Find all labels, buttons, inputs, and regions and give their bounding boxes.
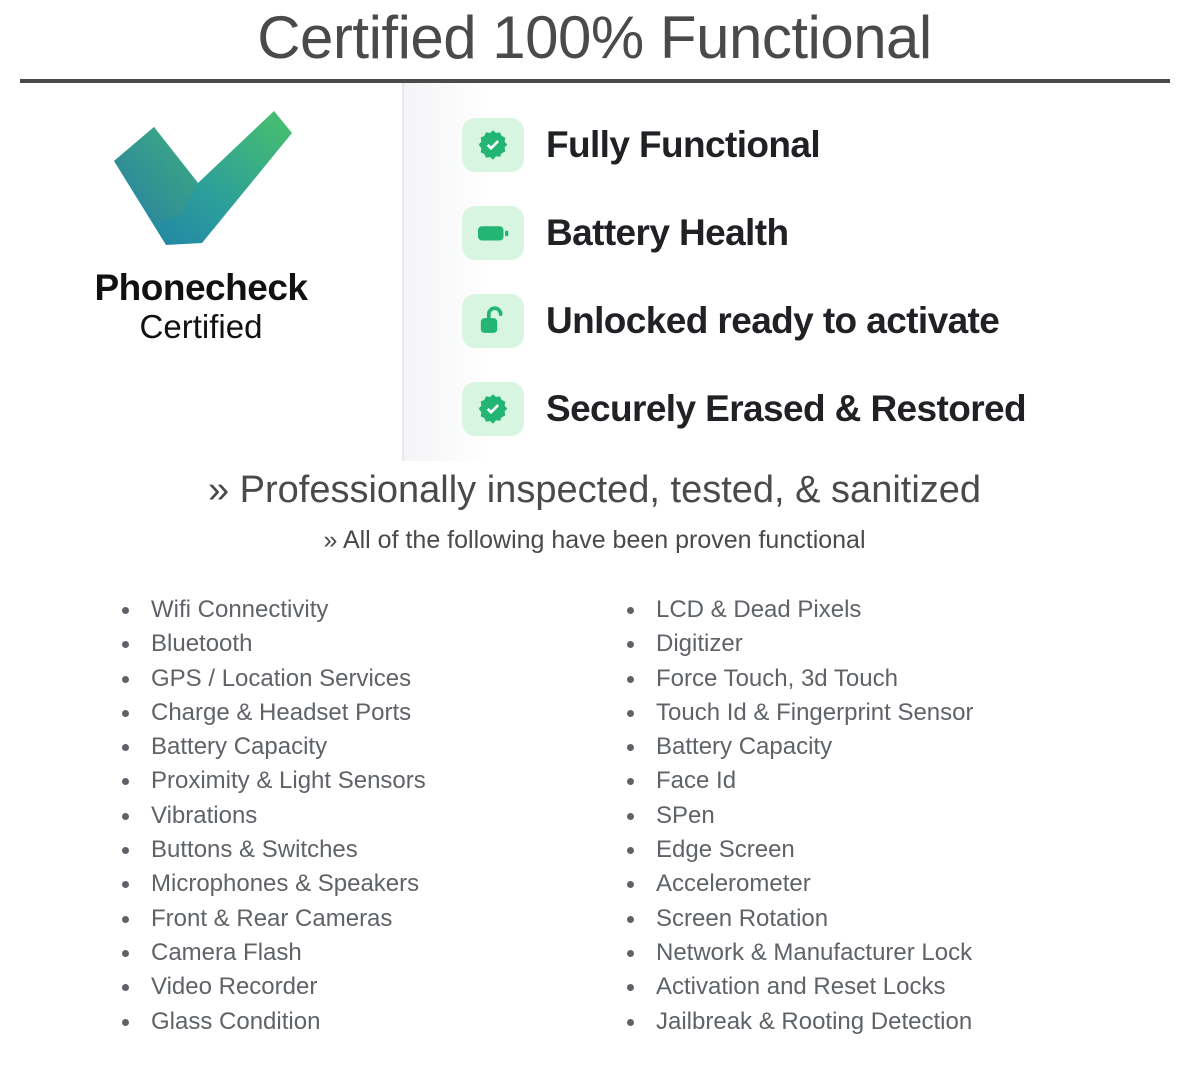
functional-checklists [0,593,1189,1039]
feature-row-unlocked [462,277,1189,365]
checklist-column-right [623,593,1128,1039]
checklist-column-left [118,593,623,1039]
list-item: Activation and Reset Locks [623,970,1128,1004]
verified-badge-icon [462,118,524,172]
list-item: Force Touch, 3d Touch [623,662,1128,696]
unlocked-padlock-icon [462,294,524,348]
list-item: Front & Rear Cameras [118,902,623,936]
list-item: Wifi Connectivity [118,593,623,627]
features-column [402,83,1189,461]
list-item: SPen [623,799,1128,833]
feature-label: Battery Health [546,212,789,253]
feature-label: Unlocked ready to activate [546,300,1000,341]
battery-icon [462,206,524,260]
list-item: Bluetooth [118,627,623,661]
certification-band [0,83,1189,461]
list-item: GPS / Location Services [118,662,623,696]
list-item: Digitizer [623,627,1128,661]
list-item: Battery Capacity [118,730,623,764]
list-item: Buttons & Switches [118,833,623,867]
list-item: Vibrations [118,799,623,833]
list-item: Microphones & Speakers [118,867,623,901]
vertical-divider [402,83,404,461]
tagline-secondary: » All of the following have been proven functional [323,526,866,554]
list-item: LCD & Dead Pixels [623,593,1128,627]
list-item: Screen Rotation [623,902,1128,936]
list-item: Camera Flash [118,936,623,970]
feature-row-securely-erased [462,365,1189,453]
list-item: Touch Id & Fingerprint Sensor [623,696,1128,730]
tagline-primary: » Professionally inspected, tested, & sanitized [207,469,982,511]
list-item: Network & Manufacturer Lock [623,936,1128,970]
feature-row-fully-functional [462,101,1189,189]
page-header [0,0,1189,83]
verified-badge-icon [462,382,524,436]
list-item: Proximity & Light Sensors [118,764,623,798]
feature-row-battery-health [462,189,1189,277]
list-item: Jailbreak & Rooting Detection [623,1005,1128,1039]
list-item: Battery Capacity [623,730,1128,764]
list-item: Accelerometer [623,867,1128,901]
brand-column [0,83,402,461]
list-item: Charge & Headset Ports [118,696,623,730]
checkmark-logo-icon [106,103,296,253]
page-title: Certified 100% Functional [257,4,932,71]
feature-label: Fully Functional [546,124,821,165]
list-item: Face Id [623,764,1128,798]
list-item: Glass Condition [118,1005,623,1039]
list-item: Edge Screen [623,833,1128,867]
brand-subtitle: Certified [139,308,263,345]
brand-name: Phonecheck [94,267,308,308]
feature-label: Securely Erased & Restored [546,388,1027,429]
list-item: Video Recorder [118,970,623,1004]
